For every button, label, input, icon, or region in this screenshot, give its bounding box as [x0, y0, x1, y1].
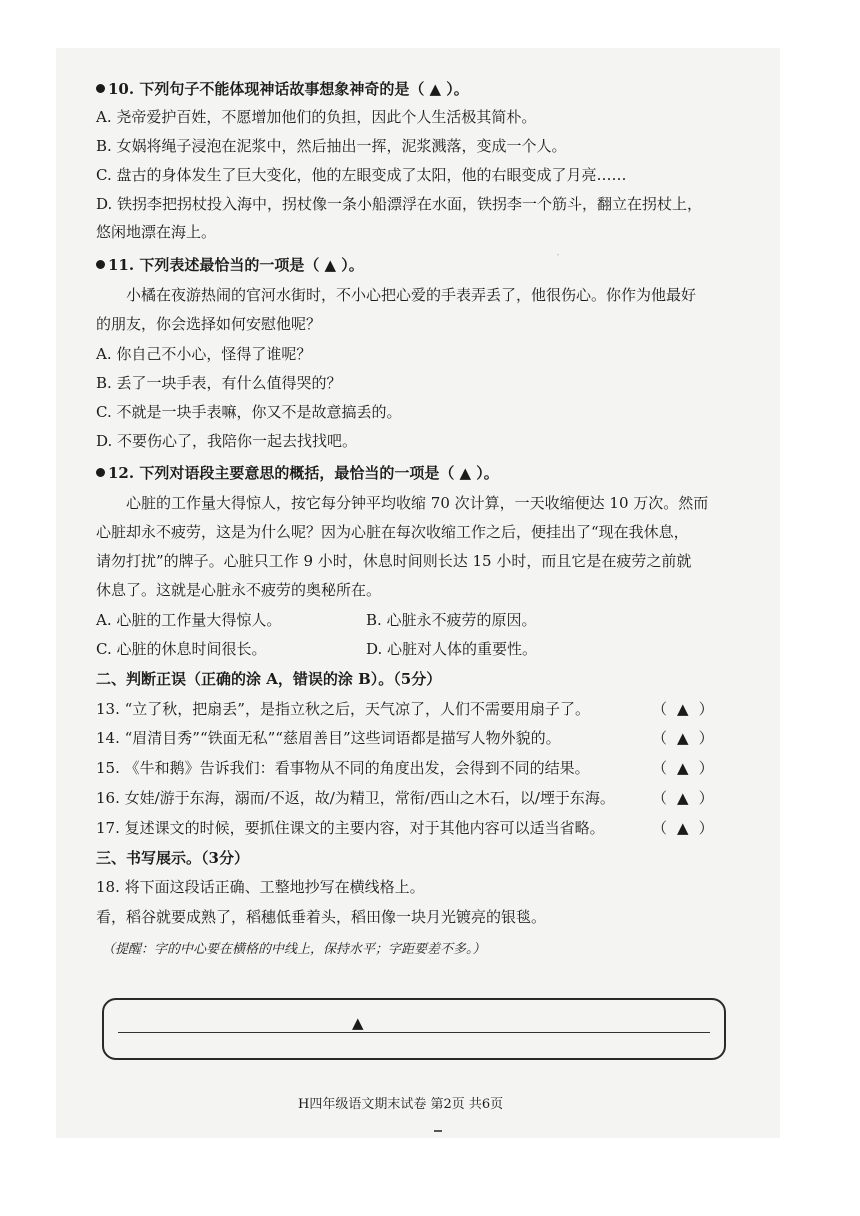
triangle-icon: ▲ — [677, 729, 689, 747]
q18-copy-text: 看，稻谷就要成熟了，稻穗低垂着头，稻田像一块月光镀亮的银毯。 — [96, 908, 547, 926]
answer-mark-16: （ ▲ ） — [652, 789, 714, 807]
page-footer: H四年级语文期末试卷 第2页 共6页 — [298, 1097, 504, 1112]
q11-passage-line-1: 小橘在夜游热闹的官河水街时，不小心把心爱的手表弄丢了，他很伤心。你作为他最好 — [126, 286, 697, 304]
q10-option-d-cont: 悠闲地漂在海上。 — [96, 223, 217, 241]
answer-mark-17: （ ▲ ） — [652, 819, 714, 837]
q12-passage-line-3: 请勿打扰”的牌子。心脏只工作 9 小时，休息时间则长达 15 小时，而且它是在疲劳之前就 — [96, 552, 692, 570]
handwriting-box — [102, 998, 726, 1060]
page-tick-mark — [434, 1130, 442, 1132]
triangle-icon: ▲ — [352, 1014, 364, 1032]
q12-option-c: C. 心脏的休息时间很长。 — [96, 640, 267, 658]
judge-item-15: 15. 《牛和鹅》告诉我们：看事物从不同的角度出发，会得到不同的结果。 — [96, 759, 590, 777]
triangle-icon: ▲ — [677, 819, 689, 837]
q12-option-d: D. 心脏对人体的重要性。 — [366, 640, 538, 658]
q11-heading: 11. 下列表述最恰当的一项是（ ▲ ）。 — [96, 254, 364, 275]
q10-option-b: B. 女娲将绳子浸泡在泥浆中，然后抽出一挥，泥浆溅落，变成一个人。 — [96, 137, 567, 155]
q10-option-d: D. 铁拐李把拐杖投入海中，拐杖像一条小船漂浮在水面，铁拐李一个筋斗，翻立在拐杖上， — [96, 195, 703, 213]
bullet-icon — [96, 468, 105, 477]
q18-hint: （提醒：字的中心要在横格的中线上，保持水平；字距要差不多。） — [102, 942, 486, 957]
q18-instruction: 18. 将下面这段话正确、工整地抄写在横线格上。 — [96, 878, 425, 896]
exam-page — [56, 48, 780, 1138]
bullet-icon — [96, 260, 105, 269]
answer-mark-13: （ ▲ ） — [652, 700, 714, 718]
judge-item-13: 13. “立了秋，把扇丢”，是指立秋之后，天气凉了，人们不需要用扇子了。 — [96, 700, 590, 718]
q11-option-c: C. 不就是一块手表嘛，你又不是故意搞丢的。 — [96, 403, 402, 421]
judge-item-17: 17. 复述课文的时候，要抓住课文的主要内容，对于其他内容可以适当省略。 — [96, 819, 605, 837]
q12-passage-line-1: 心脏的工作量大得惊人，按它每分钟平均收缩 70 次计算，一天收缩便达 10 万次。然而 — [126, 494, 709, 512]
triangle-icon: ▲ — [677, 759, 689, 777]
triangle-icon: ▲ — [677, 789, 689, 807]
q12-passage-line-2: 心脏却永不疲劳，这是为什么呢？因为心脏在每次收缩工作之后，便挂出了“现在我休息， — [96, 523, 689, 541]
q10-heading: 10. 下列句子不能体现神话故事想象神奇的是（ ▲ ）。 — [96, 78, 469, 99]
judge-item-16: 16. 女娃/游于东海，溺而/不返，故/为精卫，常衔/西山之木石，以/堙于东海。 — [96, 789, 615, 807]
q11-option-b: B. 丢了一块手表，有什么值得哭的？ — [96, 374, 342, 392]
triangle-icon: ▲ — [677, 700, 689, 718]
q11-option-d: D. 不要伤心了，我陪你一起去找找吧。 — [96, 432, 358, 450]
section-3-title: 三、书写展示。（3分） — [96, 849, 249, 867]
q10-option-a: A. 尧帝爱护百姓，不愿增加他们的负担，因此个人生活极其简朴。 — [96, 108, 537, 126]
q12-passage-line-4: 休息了。这就是心脏永不疲劳的奥秘所在。 — [96, 581, 382, 599]
q12-option-b: B. 心脏永不疲劳的原因。 — [366, 611, 537, 629]
q10-option-c: C. 盘古的身体发生了巨大变化，他的左眼变成了太阳，他的右眼变成了月亮…… — [96, 166, 627, 184]
answer-mark-15: （ ▲ ） — [652, 759, 714, 777]
bleed-through-text: · — [556, 248, 561, 263]
q11-passage-line-2: 的朋友，你会选择如何安慰他呢？ — [96, 315, 322, 333]
q12-option-a: A. 心脏的工作量大得惊人。 — [96, 611, 282, 629]
bullet-icon — [96, 84, 105, 93]
section-2-title: 二、判断正误（正确的涂 A，错误的涂 B）。（5分） — [96, 670, 442, 688]
q11-option-a: A. 你自己不小心，怪得了谁呢？ — [96, 345, 312, 363]
answer-mark-14: （ ▲ ） — [652, 729, 714, 747]
q12-heading: 12. 下列对语段主要意思的概括，最恰当的一项是（ ▲ ）。 — [96, 462, 499, 483]
judge-item-14: 14. “眉清目秀”“铁面无私”“慈眉善目”这些词语都是描写人物外貌的。 — [96, 729, 561, 747]
handwriting-line — [118, 1032, 710, 1033]
